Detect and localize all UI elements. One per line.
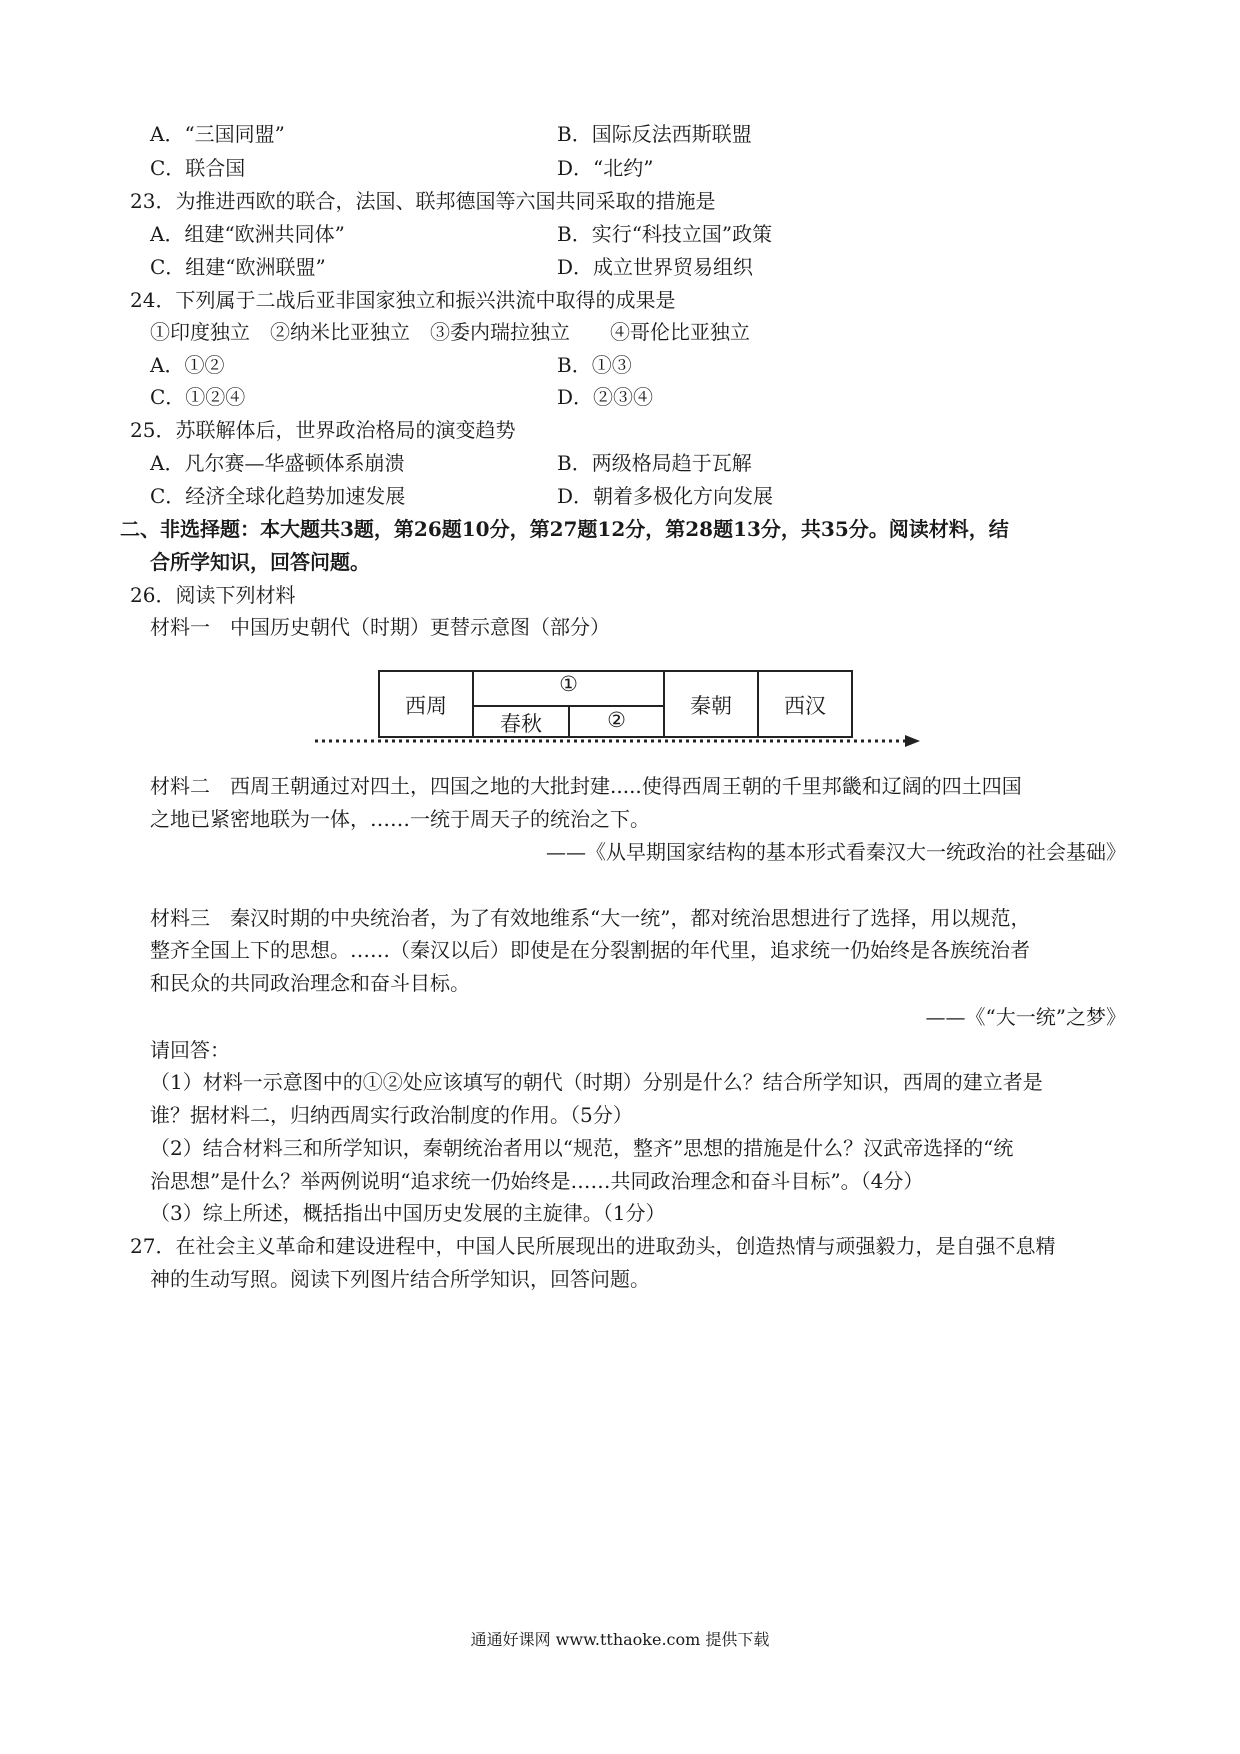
q25-option-d: D．朝着多极化方向发展 [557,484,774,508]
q25-stem: 25．苏联解体后，世界政治格局的演变趋势 [130,418,516,442]
sub-question-1-line1: （1）材料一示意图中的①②处应该填写的朝代（时期）分别是什么？结合所学知识，西周的建立者是 [150,1070,1043,1094]
sub-question-1-line2: 谁？据材料二，归纳西周实行政治制度的作用。（5分） [150,1103,633,1127]
q22-option-b: B．国际反法西斯联盟 [557,122,752,146]
q22-option-c: C．联合国 [150,156,246,180]
q27-line1: 27．在社会主义革命和建设进程中，中国人民所展现出的进取劲头，创造热情与顽强毅力，是自强不息精 [130,1234,1056,1258]
footer-download-note: 通通好课网 www.tthaoke.com 提供下载 [470,1630,770,1649]
sub-question-2-line2: 治思想”是什么？举两例说明“追求统一仍始终是……共同政治理念和奋斗目标”。（4分） [150,1169,924,1193]
material1-title: 材料一 中国历史朝代（时期）更替示意图（部分） [150,615,610,639]
section2-heading-cont: 合所学知识，回答问题。 [150,550,370,574]
cell-qin: 秦朝 [690,694,732,718]
q25-option-c: C．经济全球化趋势加速发展 [150,484,406,508]
cell-xihan: 西汉 [784,694,826,718]
q25-option-b: B．两级格局趋于瓦解 [557,451,752,475]
q24-stem: 24．下列属于二战后亚非国家独立和振兴洪流中取得的成果是 [130,288,676,312]
material2-source: ——《从早期国家结构的基本形式看秦汉大一统政治的社会基础》 [546,840,1126,864]
section2-heading: 二、非选择题：本大题共3题，第26题10分，第27题12分，第28题13分，共35分。阅读材料，结 [120,517,1009,541]
q24-option-c: C．①②④ [150,385,246,409]
q25-option-a: A．凡尔赛—华盛顿体系崩溃 [150,451,405,475]
q22-option-a: A．“三国同盟” [150,122,285,146]
material3-line1: 材料三 秦汉时期的中央统治者，为了有效地维系“大一统”，都对统治思想进行了选择，用以规范， [150,906,1031,930]
cell-blank-2: ② [607,708,626,732]
sub-question-3: （3）综上所述，概括指出中国历史发展的主旋律。（1分） [150,1201,666,1225]
sub-question-2-line1: （2）结合材料三和所学知识，秦朝统治者用以“规范，整齐”思想的措施是什么？汉武帝选择的“统 [150,1136,1014,1160]
q24-option-b: B．①③ [557,353,632,377]
cell-chunqiu: 春秋 [500,712,542,736]
q23-option-c: C．组建“欧洲联盟” [150,255,326,279]
q26-stem: 26．阅读下列材料 [130,583,296,607]
material2-line1: 材料二 西周王朝通过对四土，四国之地的大批封建.....使得西周王朝的千里邦畿和辽阔的四土四国 [150,774,1022,798]
q24-option-a: A．①② [150,353,225,377]
please-answer: 请回答： [150,1038,230,1062]
timeline-arrow [310,730,930,752]
q22-option-d: D．“北约” [557,156,654,180]
q23-option-d: D．成立世界贸易组织 [557,255,754,279]
q24-choices: ①印度独立 ②纳米比亚独立 ③委内瑞拉独立 ④哥伦比亚独立 [150,320,750,344]
material3-line2: 整齐全国上下的思想。……（秦汉以后）即使是在分裂割据的年代里，追求统一仍始终是各族统治者 [150,938,1030,962]
q23-option-a: A．组建“欧洲共同体” [150,222,345,246]
material3-line3: 和民众的共同政治理念和奋斗目标。 [150,971,470,995]
q23-option-b: B．实行“科技立国”政策 [557,222,773,246]
material3-source: ——《“大一统”之梦》 [925,1005,1126,1029]
material2-line2: 之地已紧密地联为一体，……一统于周天子的统治之下。 [150,807,650,831]
q23-stem: 23．为推进西欧的联合，法国、联邦德国等六国共同采取的措施是 [130,189,716,213]
cell-blank-1: ① [559,672,578,696]
q24-option-d: D．②③④ [557,385,654,409]
q27-line2: 神的生动写照。阅读下列图片结合所学知识，回答问题。 [150,1267,650,1291]
cell-xizhou: 西周 [405,694,447,718]
